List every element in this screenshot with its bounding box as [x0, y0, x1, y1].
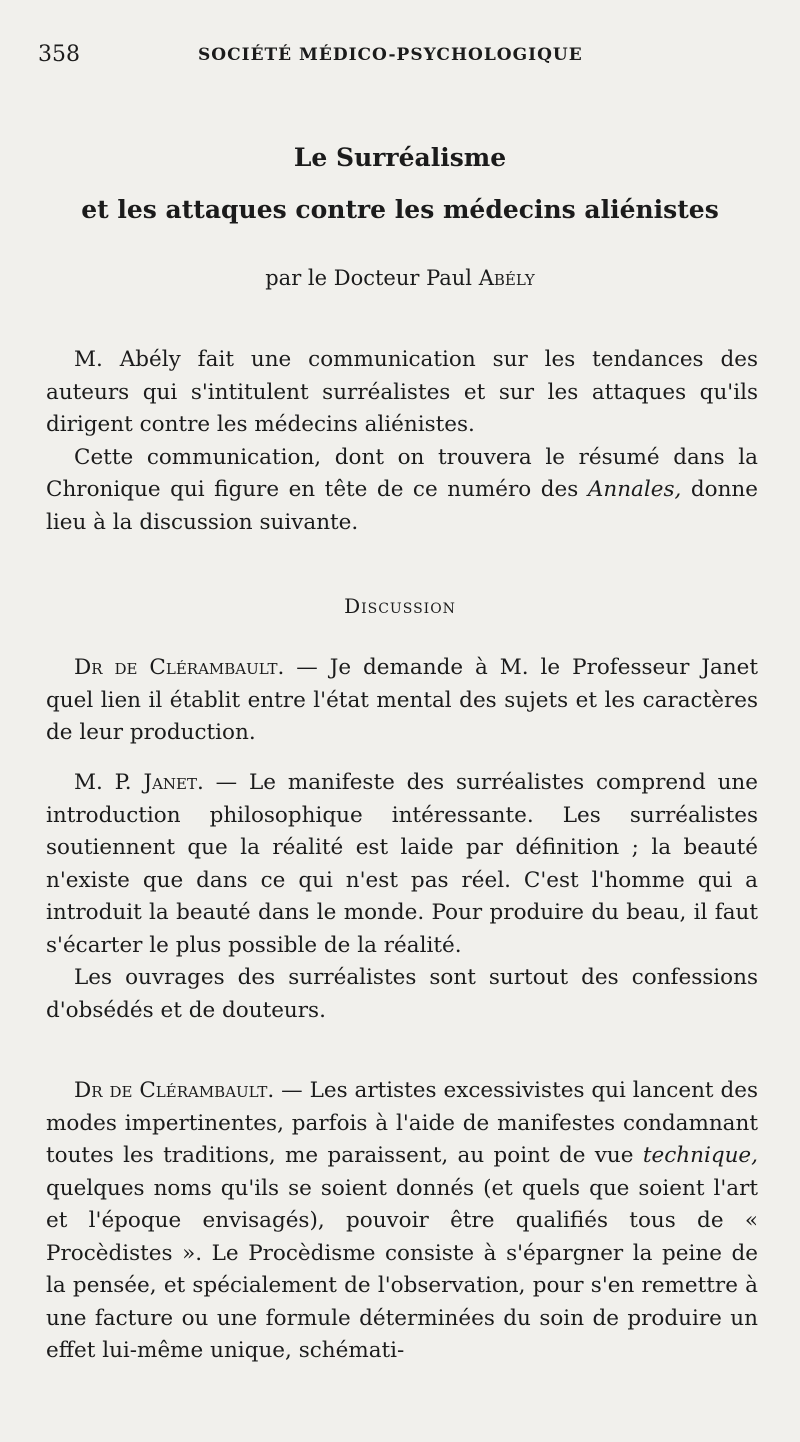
- statement-1-paragraph: [46, 652, 758, 750]
- discussion-statement-1: [46, 652, 758, 750]
- article-title-line2: et les attaques contre les médecins aliénistes: [81, 195, 719, 224]
- statement-2-paragraph-b: Les ouvrages des surréalistes sont surtout des confessions d'obsédés et de douteurs.: [46, 965, 758, 1023]
- running-head: SOCIÉTÉ MÉDICO-PSYCHOLOGIQUE: [198, 45, 583, 65]
- intro-block: [46, 344, 758, 539]
- statement-3-text-a: — Les artistes excessivistes qui lancent des modes impertinentes, parfois à l'aide de manifestes condamnant toutes les traditions, me paraissent, au point de vue: [46, 1078, 758, 1168]
- intro-paragraph-2: [46, 442, 758, 540]
- statement-2-text: — Le manifeste des surréalistes comprend une introduction philosophique intéressante. Les surréalistes soutiennent que la réalité est laide par définition ; la beauté n'existe que dans ce qui n'est pas réel. C'est l'homme qui a introduit la beauté dans le monde. Pour produire du beau, il faut s'écarter le plus possible de la réalité.: [46, 770, 758, 958]
- speaker-title-1: Dr: [74, 655, 103, 680]
- statement-3-paragraph: [46, 1075, 758, 1368]
- discussion-statement-2: [46, 767, 758, 1027]
- page-number: 358: [38, 42, 80, 67]
- journal-name: Annales,: [587, 477, 682, 502]
- statement-3-text-b: quelques noms qu'ils se soient donnés (et quels que soient l'art et l'époque envisagés), pouvoir être qualifiés tous de « Procèdistes ». Le Procèdisme consiste à s'épargner la peine de la pensée, et spécialement de l'observation, pour s'en remettre à une facture ou une formule déterminées du soin de produire un effet lui-même unique, schémati-: [46, 1175, 758, 1363]
- byline-prefix: par le Docteur Paul: [265, 266, 479, 290]
- speaker-name-2: de Clérambault.: [102, 1078, 275, 1103]
- speaker-name-1: de Clérambault.: [102, 655, 285, 680]
- intro-p2-text-a: Cette communication, dont on trouvera le résumé dans la Chronique qui figure en tête de ce numéro des: [46, 444, 758, 502]
- technique-word: technique,: [642, 1143, 758, 1168]
- speaker-title-2: Dr: [74, 1078, 103, 1103]
- article-byline: [0, 266, 800, 290]
- page-header: [38, 42, 758, 72]
- byline-author: Abély: [478, 266, 535, 290]
- discussion-statement-3: [46, 1075, 758, 1368]
- statement-1-text: — Je demande à M. le Professeur Janet quel lien il établit entre l'état mental des sujets et les caractères de leur production.: [46, 655, 758, 745]
- speaker-janet: M. P. Janet.: [74, 770, 204, 795]
- discussion-heading: Discussion: [344, 594, 456, 618]
- intro-paragraph-1: M. Abély fait une communication sur les tendances des auteurs qui s'intitulent surréalistes et sur les attaques qu'ils dirigent contre les médecins aliénistes.: [46, 347, 758, 437]
- speaker-clerambault-1: [74, 655, 284, 680]
- statement-2-paragraph: [46, 767, 758, 962]
- intro-p2-text-b: donne lieu à la discussion suivante.: [46, 477, 758, 535]
- speaker-clerambault-2: [74, 1078, 274, 1103]
- article-title-line1: Le Surréalisme: [293, 143, 507, 172]
